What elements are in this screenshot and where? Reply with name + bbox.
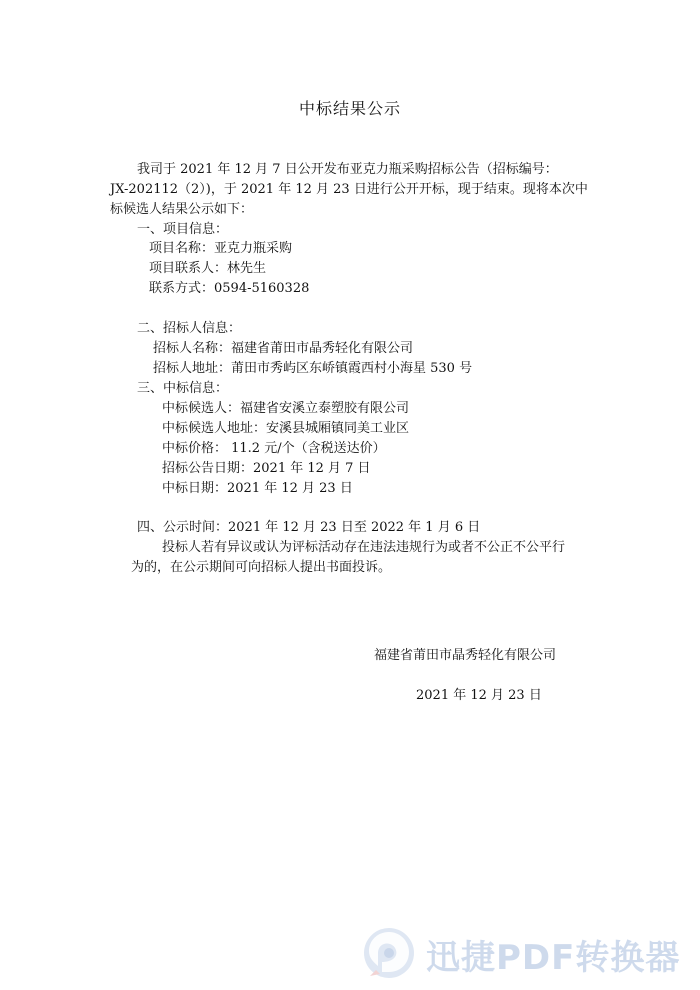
xunjie-logo-icon: [362, 926, 416, 980]
intro-line-2: JX-202112（2）)，于 2021 年 12 月 23 日进行公开开标，现于结束。现将本次中: [110, 182, 588, 197]
winning-candidate: 中标候选人：福建省安溪立泰塑胶有限公司: [162, 401, 410, 416]
project-name: 项目名称：亚克力瓶采购: [149, 241, 293, 256]
winning-price: 中标价格： 11.2 元/个（含税送达价）: [162, 441, 386, 456]
signature-company: 福建省莆田市晶秀轻化有限公司: [374, 648, 557, 663]
page-title: 中标结果公示: [298, 99, 401, 118]
tenderer-address: 招标人地址：莆田市秀屿区东峤镇霞西村小海星 530 号: [153, 361, 473, 376]
section1-heading: 一、项目信息：: [137, 222, 229, 237]
announcement-date: 招标公告日期：2021 年 12 月 7 日: [162, 461, 371, 476]
objection-line-2: 为的，在公示期间可向招标人提出书面投诉。: [131, 560, 392, 575]
tenderer-name: 招标人名称：福建省莆田市晶秀轻化有限公司: [153, 341, 414, 356]
objection-line-1: 投标人若有异议或认为评标活动存在违法违规行为或者不公正不公平行: [162, 540, 566, 555]
watermark: [362, 922, 692, 982]
section4-heading: 四、公示时间：2021 年 12 月 23 日至 2022 年 1 月 6 日: [137, 520, 481, 535]
project-contact: 项目联系人：林先生: [149, 261, 267, 276]
section2-heading: 二、招标人信息：: [137, 321, 242, 336]
contact-phone: 联系方式：0594-5160328: [149, 281, 310, 296]
winning-candidate-address: 中标候选人地址：安溪县城厢镇同美工业区: [162, 421, 410, 436]
signature-date: 2021 年 12 月 23 日: [416, 688, 542, 703]
intro-line-3: 标候选人结果公示如下：: [110, 202, 254, 217]
section3-heading: 三、中标信息：: [137, 381, 229, 396]
watermark-text: 迅捷PDF转换器: [426, 938, 681, 978]
award-date: 中标日期：2021 年 12 月 23 日: [162, 481, 353, 496]
intro-line-1: 我司于 2021 年 12 月 7 日公开发布亚克力瓶采购招标公告（招标编号：: [137, 162, 558, 177]
